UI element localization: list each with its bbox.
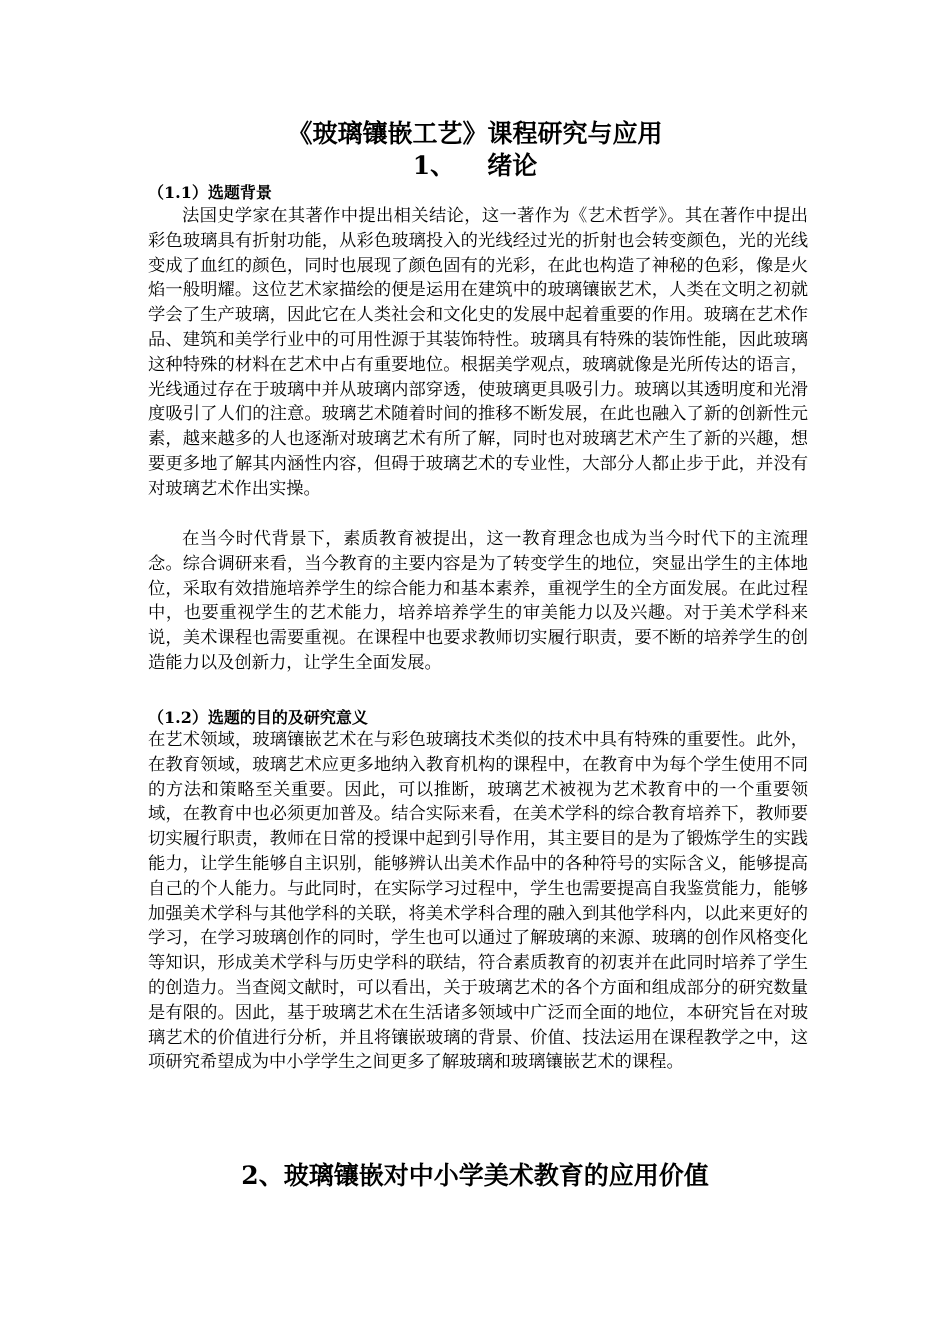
section-1-1-paragraph-2: 在当今时代背景下，素质教育被提出，这一教育理念也成为当今时代下的主流理念。综合调研来看，当今教育的主要内容是为了转变学生的地位，突显出学生的主体地位，采取有效措施培养学生的综合能力和基本素养，重视学生的全方面发展。在此过程中，也要重视学生的艺术能力，培养培养学生的审美能力以及兴趣。对于美术学科来说，美术课程也需要重视。在课程中也要求教师切实履行职责，要不断的培养学生的创造能力以及创新力，让学生全面发展。: [148, 529, 808, 673]
chapter-1-heading: [0, 150, 950, 182]
section-1-2-paragraph-1: 在艺术领域，玻璃镶嵌艺术在与彩色玻璃技术类似的技术中具有特殊的重要性。此外，在教育领域，玻璃艺术应更多地纳入教育机构的课程中，在教育中为每个学生使用不同的方法和策略至关重要。因此，可以推断，玻璃艺术被视为艺术教育中的一个重要领域，在教育中也必须更加普及。结合实际来看，在美术学科的综合教育培养下，教师要切实履行职责，教师在日常的授课中起到引导作用，其主要目的是为了锻炼学生的实践能力，让学生能够自主识别，能够辨认出美术作品中的各种符号的实际含义，能够提高自己的个人能力。与此同时，在实际学习过程中，学生也需要提高自我鉴赏能力，能够加强美术学科与其他学科的关联，将美术学科合理的融入到其他学科内，以此来更好的学习，在学习玻璃创作的同时，学生也可以通过了解玻璃的来源、玻璃的创作风格变化等知识，形成美术学科与历史学科的联结，符合素质教育的初衷并在此同时培养了学生的创造力。当查阅文献时，可以看出，关于玻璃艺术的各个方面和组成部分的研究数量是有限的。因此，基于玻璃艺术在生活诸多领域中广泛而全面的地位，本研究旨在对玻璃艺术的价值进行分析，并且将镶嵌玻璃的背景、价值、技法运用在课程教学之中，这项研究希望成为中小学学生之间更多了解玻璃和玻璃镶嵌艺术的课程。: [148, 730, 808, 1073]
document-title: 《玻璃镶嵌工艺》课程研究与应用: [287, 119, 663, 148]
chapter-1-title: 绪论: [487, 151, 538, 180]
section-1-1-heading: （1.1）选题背景: [148, 183, 272, 202]
section-1-1-paragraph-1: 法国史学家在其著作中提出相关结论，这一著作为《艺术哲学》。其在著作中提出彩色玻璃具有折射功能，从彩色玻璃投入的光线经过光的折射也会转变颜色，光的光线变成了血红的颜色，同时也展现了颜色固有的光彩，在此也构造了神秘的色彩，像是火焰一般明耀。这位艺术家描绘的便是运用在建筑中的玻璃镶嵌艺术，人类在文明之初就学会了生产玻璃，因此它在人类社会和文化史的发展中起着重要的作用。玻璃在艺术作品、建筑和美学行业中的可用性源于其装饰特性。玻璃具有特殊的装饰性能，因此玻璃这种特殊的材料在艺术中占有重要地位。根据美学观点，玻璃就像是光所传达的语言，光线通过存在于玻璃中并从玻璃内部穿透，使玻璃更具吸引力。玻璃以其透明度和光滑度吸引了人们的注意。玻璃艺术随着时间的推移不断发展，在此也融入了新的创新性元素，越来越多的人也逐渐对玻璃艺术有所了解，同时也对玻璃艺术产生了新的兴趣，想要更多地了解其内涵性内容，但碍于玻璃艺术的专业性，大部分人都止步于此，并没有对玻璃艺术作出实操。: [148, 206, 808, 499]
section-1-2-heading: （1.2）选题的目的及研究意义: [148, 708, 368, 727]
chapter-2-heading: 2、玻璃镶嵌对中小学美术教育的应用价值: [241, 1161, 709, 1190]
chapter-1-number: 1、: [412, 151, 456, 180]
